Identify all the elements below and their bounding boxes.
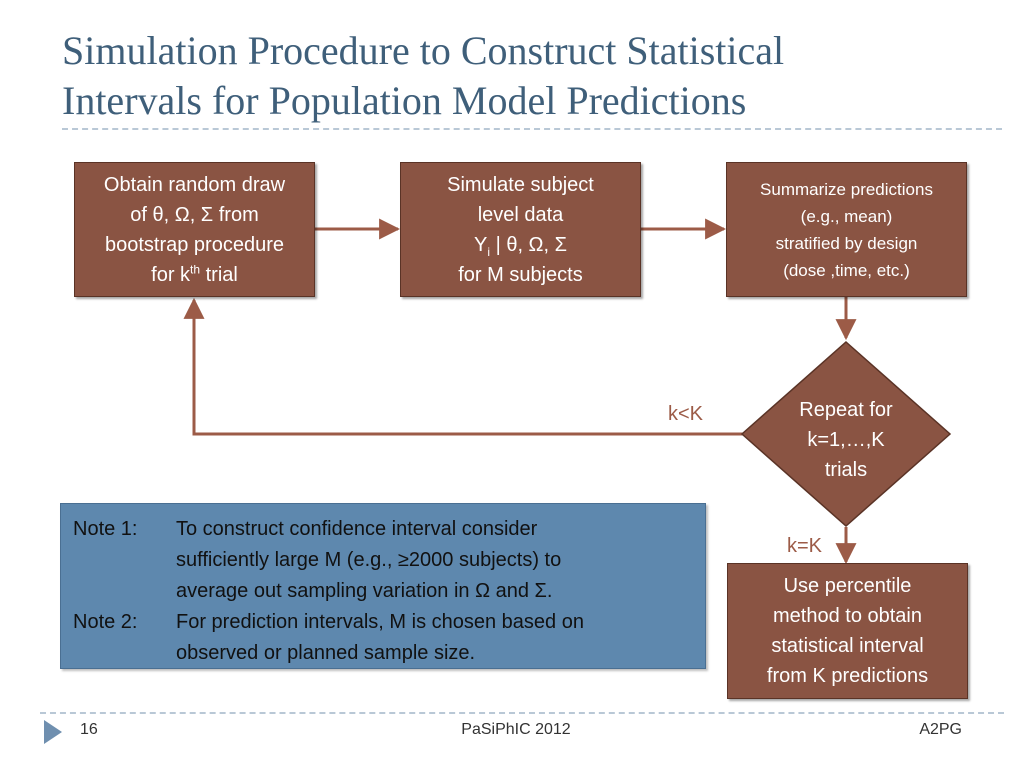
note-2 [73, 607, 693, 669]
note-2-line-2: observed or planned sample size. [176, 642, 476, 664]
obtain-draw-line-2: of θ, Ω, Σ from [130, 203, 259, 226]
footer-divider [40, 712, 1004, 714]
note-1 [73, 514, 693, 607]
repeat-decision-text [760, 395, 932, 485]
note-1-line-1: To construct confidence interval consider [176, 518, 538, 540]
obtain-draw-line-4-post: trial [200, 263, 238, 286]
slide-title-line-2: Intervals for Population Model Predictions [62, 78, 747, 123]
repeat-line-1: Repeat for [799, 399, 893, 421]
obtain-draw-line-4 [151, 260, 238, 290]
obtain-draw-box [74, 162, 315, 297]
note-1-label: Note 1: [73, 518, 138, 540]
percentile-line-4: from K predictions [766, 665, 929, 687]
simulate-line-1: Simulate subject [447, 173, 594, 196]
note-1-line-3: average out sampling variation in Ω and Σ. [176, 580, 553, 602]
simulate-line-3-sub: i [487, 244, 491, 259]
simulate-line-4: for M subjects [458, 263, 583, 286]
note-2-line-1: For prediction intervals, M is chosen based on [176, 611, 584, 633]
summarize-line-2: (e.g., mean) [800, 206, 893, 226]
simulate-line-3 [474, 230, 567, 260]
summarize-line-3: stratified by design [775, 233, 918, 253]
obtain-draw-line-4-pre: for k [151, 263, 191, 286]
simulate-data-box [400, 162, 641, 297]
percentile-method-box [727, 563, 968, 699]
repeat-line-2: k=1,…,K [807, 429, 885, 451]
arrow-loop-back-to-obtain [194, 300, 744, 434]
percentile-line-2: method to obtain [773, 605, 922, 627]
footer-arrow-icon [44, 720, 62, 744]
simulate-line-3-pre: Y [474, 233, 488, 256]
summarize-line-4: (dose ,time, etc.) [783, 260, 910, 280]
summarize-predictions-box [726, 162, 967, 297]
percentile-line-3: statistical interval [771, 635, 924, 657]
obtain-draw-line-3: bootstrap procedure [104, 233, 284, 256]
note-1-line-2: sufficiently large M (e.g., ≥2000 subjects) to [176, 549, 562, 571]
simulate-line-3-post: | θ, Ω, Σ [490, 233, 567, 256]
page-number: 16 [80, 721, 98, 738]
obtain-draw-line-1: Obtain random draw [103, 173, 286, 196]
note-2-label: Note 2: [73, 611, 138, 633]
loop-condition-label: k<K [668, 403, 704, 425]
note-2-text [176, 607, 584, 669]
percentile-line-1: Use percentile [783, 575, 912, 597]
obtain-draw-line-4-sup: th [190, 261, 201, 276]
repeat-line-3: trials [824, 459, 868, 481]
note-1-text [176, 514, 561, 607]
exit-condition-label: k=K [787, 535, 823, 557]
footer-right-text: A2PG [919, 721, 962, 738]
notes-panel [60, 503, 706, 669]
slide-title-line-1: Simulation Procedure to Construct Statistical [62, 28, 785, 73]
simulate-line-2: level data [477, 203, 564, 226]
footer-center-text: PaSiPhIC 2012 [461, 721, 571, 738]
summarize-line-1: Summarize predictions [760, 179, 933, 199]
